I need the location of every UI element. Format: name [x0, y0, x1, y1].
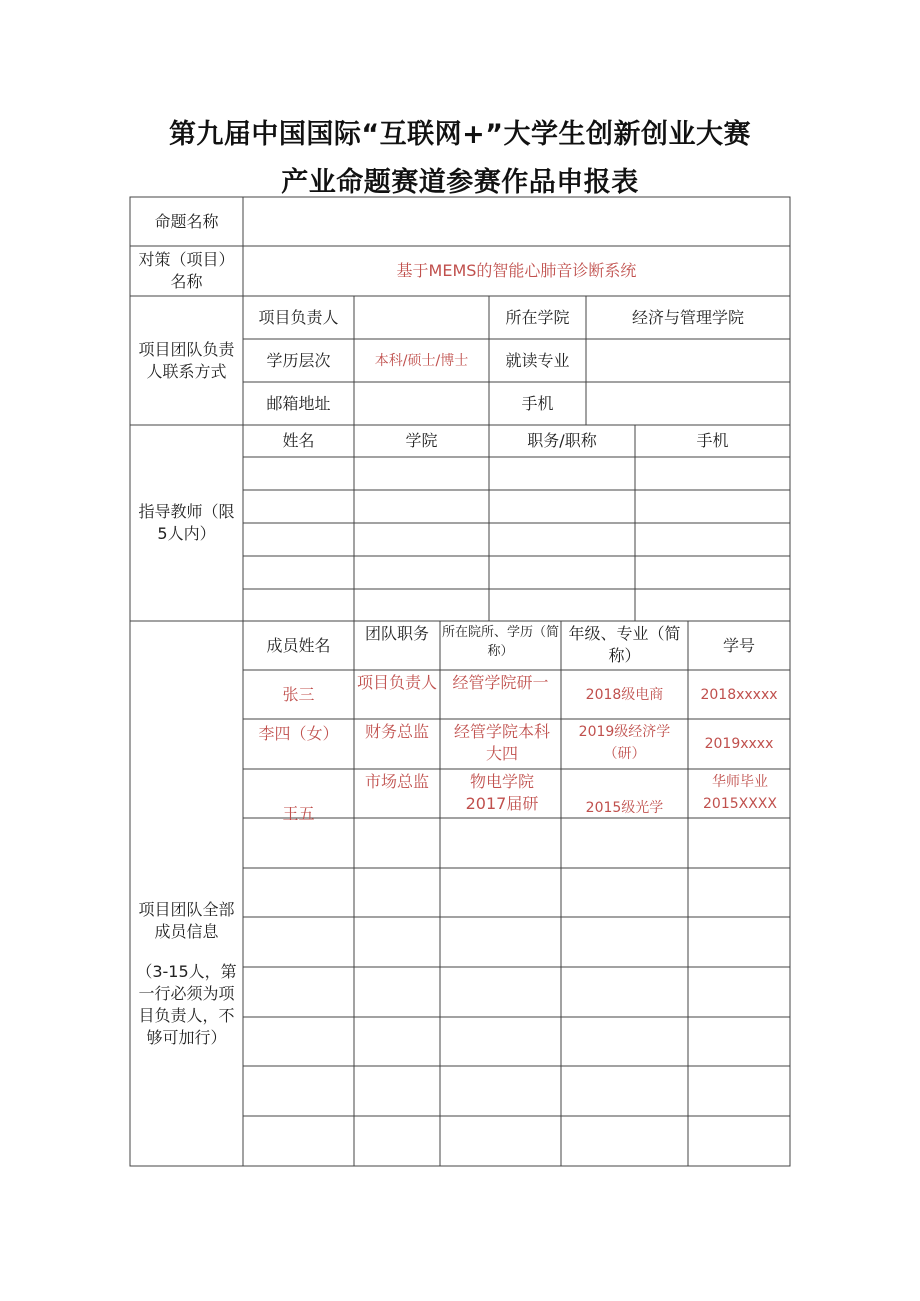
degree-label: 学历层次 [266, 350, 331, 370]
members-section-label-group [134, 621, 239, 1166]
advisor-header-phone: 手机 [696, 431, 729, 450]
members-section-note: （3-15人，第一行必须为项目负责人，不够可加行） [136, 961, 237, 1047]
form-title-line-1: 第九届中国国际“互联网+”大学生创新创业大赛 [168, 119, 752, 150]
member-college[interactable]: 物电学院2017届研 [465, 772, 539, 813]
member-role[interactable]: 项目负责人 [356, 673, 437, 692]
college-field[interactable]: 经济与管理学院 [631, 307, 744, 327]
member-header-role: 团队职务 [364, 624, 429, 643]
member-grade[interactable]: 2019级经济学（研） [578, 724, 671, 762]
member-college[interactable]: 经管学院本科大四 [453, 722, 550, 763]
leader-contact-section-label: 项目团队负责人联系方式 [138, 339, 235, 381]
member-header-grade: 年级、专业（简称） [568, 624, 681, 665]
advisor-header-title: 职务/职称 [527, 431, 597, 450]
member-name[interactable]: 李四（女） [258, 724, 339, 743]
topic-label: 命题名称 [154, 211, 219, 231]
leader-name-field[interactable] [354, 296, 489, 339]
email-field[interactable] [354, 382, 489, 425]
member-grade[interactable]: 2015级光学 [585, 800, 664, 816]
major-field[interactable] [586, 339, 790, 382]
degree-field[interactable]: 本科/硕士/博士 [374, 352, 469, 369]
form-title-line-2: 产业命题赛道参赛作品申报表 [281, 167, 639, 198]
members-section-label: 项目团队全部成员信息 [138, 899, 235, 941]
member-id[interactable]: 2018xxxxx [700, 686, 778, 703]
advisor-header-college: 学院 [405, 431, 438, 450]
advisor-header-name: 姓名 [282, 431, 315, 450]
major-label: 就读专业 [505, 350, 570, 370]
member-role[interactable]: 财务总监 [364, 722, 429, 741]
project-name-field[interactable]: 基于MEMS的智能心肺音诊断系统 [396, 261, 637, 280]
email-label: 邮箱地址 [266, 393, 331, 413]
advisor-section-label: 指导教师（限5人内） [138, 502, 235, 543]
member-header-id: 学号 [722, 635, 755, 655]
member-header-college: 所在院所、学历（简称） [442, 625, 560, 659]
phone-label: 手机 [521, 393, 554, 413]
member-id[interactable]: 华师毕业2015XXXX [703, 774, 777, 812]
member-name[interactable]: 王五 [282, 804, 315, 823]
phone-field[interactable] [586, 382, 790, 425]
member-header-name: 成员姓名 [266, 635, 331, 655]
project-name-label: 对策（项目）名称 [138, 250, 235, 291]
topic-field[interactable] [243, 197, 790, 246]
member-college[interactable]: 经管学院研一 [452, 673, 549, 692]
member-grade[interactable]: 2018级电商 [585, 686, 664, 703]
member-id[interactable]: 2019xxxx [704, 736, 774, 752]
leader-name-label: 项目负责人 [258, 307, 339, 327]
member-name[interactable]: 张三 [282, 684, 315, 704]
member-role[interactable]: 市场总监 [364, 772, 429, 791]
college-label: 所在学院 [505, 307, 570, 327]
